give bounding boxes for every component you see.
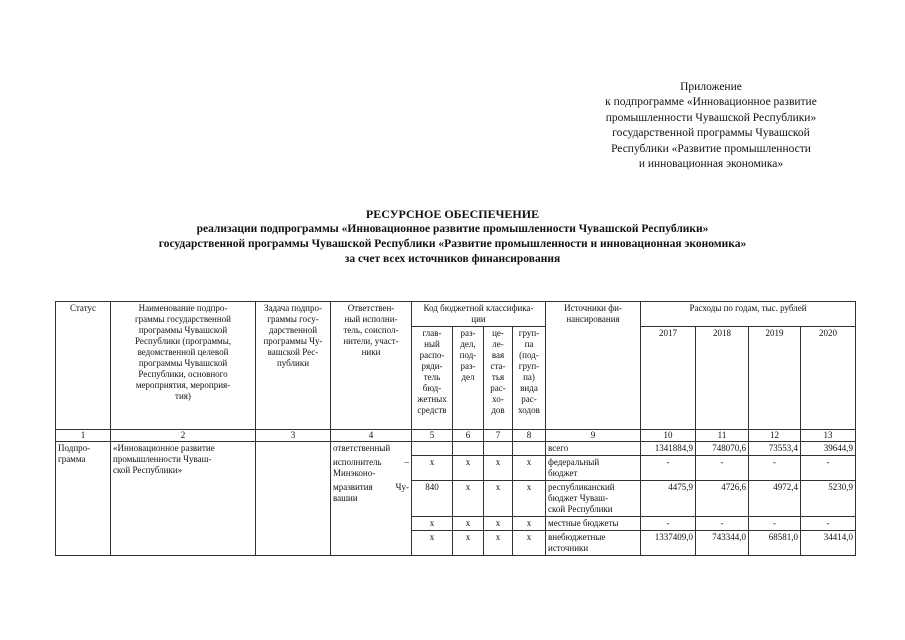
header-code-section: раз- дел, под- раз- дел [453,327,484,430]
col-number: 1 [56,430,111,442]
col-number: 11 [696,430,749,442]
executor-cell [331,531,412,556]
code-target-cell: x [484,481,513,517]
code-main-cell: x [412,456,453,481]
header-row [56,302,856,327]
value-2020: - [801,517,856,531]
value-2020: 34414,0 [801,531,856,556]
code-group-cell: x [513,517,546,531]
resource-table [55,301,856,556]
code-group-cell: x [513,531,546,556]
source-cell: всего [546,442,641,456]
annex-line: Приложение [680,81,742,93]
code-main-cell: x [412,531,453,556]
annex-line: Республики «Развитие промышленности [611,142,811,155]
header-expenses: Расходы по годам, тыс. рублей [641,302,856,327]
executor-line: мразвития Чу- [333,481,409,492]
value-2020: 5230,9 [801,481,856,517]
executor-cell [331,456,412,481]
code-target-cell: x [484,517,513,531]
value-2017: 1337409,0 [641,531,696,556]
code-group-cell [513,442,546,456]
annex-note [566,80,856,172]
value-2020: - [801,456,856,481]
annex-line: государственной программы Чувашской [612,127,810,140]
col-number: 13 [801,430,856,442]
annex-line: к подпрограмме «Инновационное развитие [605,96,817,109]
title-line: за счет всех источников финансирования [344,253,561,265]
header-sources: Источники фи- нансирования [546,302,641,430]
executor-line: вашии [333,492,358,503]
executor-line: Минэконо- [333,467,376,478]
header-budget-code: Код бюджетной классифика- ции [412,302,546,327]
header-year: 2020 [801,327,856,430]
code-section-cell: x [453,456,484,481]
header-year: 2017 [641,327,696,430]
code-section-cell: x [453,517,484,531]
name-cell: «Инновационное развитие промышленности Чуваш- ской Республики» [111,442,256,556]
code-target-cell: x [484,531,513,556]
code-section-cell: x [453,531,484,556]
status-cell: Подпро- грамма [56,442,111,556]
header-code-group: груп- па (под- груп- па) вида рас- ходов [513,327,546,430]
col-number: 10 [641,430,696,442]
value-2017: 4475,9 [641,481,696,517]
col-number: 5 [412,430,453,442]
code-target-cell: x [484,456,513,481]
code-main-cell [412,442,453,456]
col-number: 8 [513,430,546,442]
header-code-main: глав- ный распо- ряди- тель бюд- жетных средств [412,327,453,430]
task-cell [256,442,331,556]
executor-cell: ответственный [331,442,412,456]
value-2018: 4726,6 [696,481,749,517]
value-2018: - [696,517,749,531]
value-2020: 39644,9 [801,442,856,456]
col-number: 4 [331,430,412,442]
value-2019: - [749,456,801,481]
source-cell: внебюджетные источники [546,531,641,556]
value-2019: 68581,0 [749,531,801,556]
col-number: 9 [546,430,641,442]
code-main-cell: 840 [412,481,453,517]
executor-line: исполнитель – [333,456,409,467]
col-number: 3 [256,430,331,442]
header-code-target: це- ле- вая ста- тья рас- хо- дов [484,327,513,430]
executor-cell [331,517,412,531]
col-number: 6 [453,430,484,442]
header-status: Статус [56,302,111,430]
code-main-cell: x [412,517,453,531]
value-2018: 743344,0 [696,531,749,556]
value-2018: - [696,456,749,481]
column-number-row [56,430,856,442]
title-line: государственной программы Чувашской Республики «Развитие промышленности и инновационная экономика» [158,238,747,250]
code-section-cell [453,442,484,456]
header-task: Задача подпро- граммы госу- дарственной программы Чу- вашской Рес- публики [256,302,331,430]
col-number: 12 [749,430,801,442]
header-executor: Ответствен- ный исполни- тель, соиспол- нители, участ- ники [331,302,412,430]
title-line: реализации подпрограммы «Инновационное развитие промышленности Чувашской Республики» [196,223,709,235]
code-target-cell [484,442,513,456]
source-cell: республиканский бюджет Чуваш- ской Республики [546,481,641,517]
executor-cell [331,481,412,517]
document-title [40,207,865,267]
col-number: 2 [111,430,256,442]
code-section-cell: x [453,481,484,517]
value-2019: 4972,4 [749,481,801,517]
header-year: 2019 [749,327,801,430]
header-year: 2018 [696,327,749,430]
source-cell: местные бюджеты [546,517,641,531]
annex-line: промышленности Чувашской Республики» [605,111,817,124]
source-cell: федеральный бюджет [546,456,641,481]
code-group-cell: x [513,456,546,481]
annex-line: и инновационная экономика» [638,158,784,171]
value-2017: 1341884,9 [641,442,696,456]
col-number: 7 [484,430,513,442]
title-main: РЕСУРСНОЕ ОБЕСПЕЧЕНИЕ [365,207,540,221]
value-2017: - [641,517,696,531]
value-2019: - [749,517,801,531]
value-2018: 748070,6 [696,442,749,456]
value-2017: - [641,456,696,481]
value-2019: 73553,4 [749,442,801,456]
header-name: Наименование подпро- граммы государственной программы Чувашской Республики (программы, ведомственной целевой программы Чувашской Республики, основного мероприятия, мероприя- тия) [111,302,256,430]
table-row [56,442,856,456]
code-group-cell: x [513,481,546,517]
